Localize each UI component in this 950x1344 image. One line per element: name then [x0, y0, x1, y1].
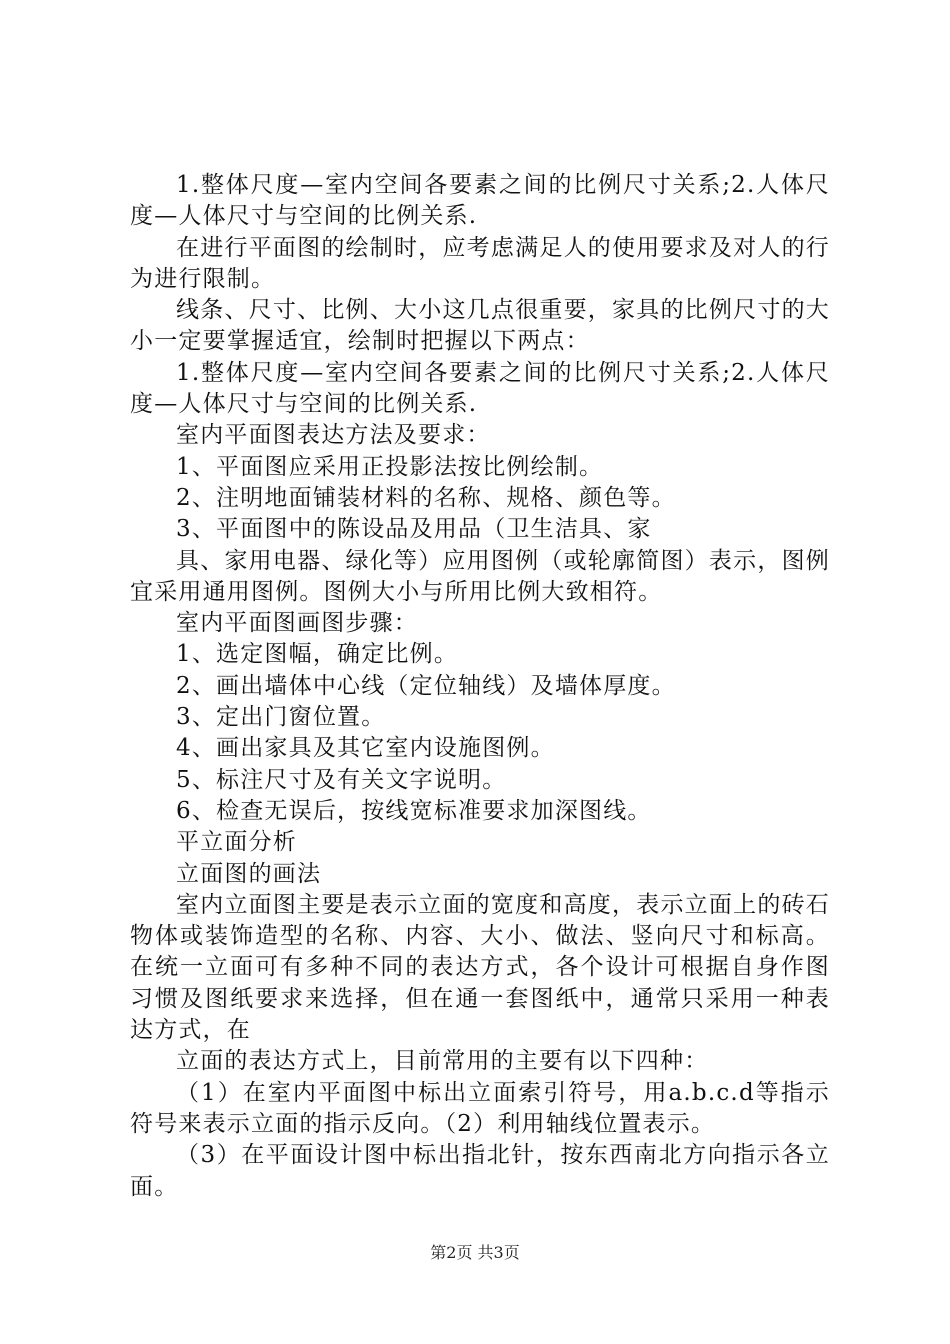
- paragraph: 2、注明地面铺装材料的名称、规格、颜色等。: [176, 484, 676, 511]
- paragraph: 1、选定图幅，确定比例。: [176, 641, 459, 668]
- paragraph: 在进行平面图的绘制时，应考虑满足人的使用要求及对人的行为进行限制。: [130, 234, 830, 292]
- paragraph: 室内平面图画图步骤：: [176, 610, 418, 637]
- paragraph: 4、画出家具及其它室内设施图例。: [176, 735, 555, 762]
- paragraph: 具、家用电器、绿化等）应用图例（或轮廓简图）表示，图例宜采用通用图例。图例大小与所用比例大致相符。: [130, 547, 830, 605]
- paragraph: 6、检查无误后，按线宽标准要求加深图线。: [176, 797, 652, 824]
- section-heading: 立面图的画法: [176, 860, 322, 887]
- paragraph: 3、定出门窗位置。: [176, 704, 386, 731]
- page-footer: [0, 1240, 950, 1263]
- paragraph: 1.整体尺度—室内空间各要素之间的比例尺寸关系;2.人体尺度—人体尺寸与空间的比例关系.: [130, 359, 830, 418]
- paragraph: （1）在室内平面图中标出立面索引符号，用a.b.c.d等指示符号来表示立面的指示反向。（2）利用轴线位置表示。: [130, 1079, 830, 1137]
- paragraph: 室内立面图主要是表示立面的宽度和高度，表示立面上的砖石物体或装饰造型的名称、内容、大小、做法、竖向尺寸和标高。在统一立面可有多种不同的表达方式，各个设计可根据自身作图习惯及图纸要求来选择，但在通一套图纸中，通常只采用一种表达方式，在: [130, 891, 830, 1044]
- page-number-label: 第2页 共3页: [430, 1243, 520, 1262]
- document-body: [130, 170, 830, 1203]
- paragraph: 1、平面图应采用正投影法按比例绘制。: [176, 453, 604, 480]
- paragraph: 1.整体尺度—室内空间各要素之间的比例尺寸关系;2.人体尺度—人体尺寸与空间的比例关系.: [130, 172, 830, 230]
- paragraph: 3、平面图中的陈设品及用品（卫生洁具、家: [176, 516, 652, 543]
- section-heading: 平立面分析: [176, 829, 297, 856]
- paragraph: 室内平面图表达方法及要求：: [176, 422, 491, 449]
- paragraph: 5、标注尺寸及有关文字说明。: [176, 766, 507, 793]
- paragraph: 线条、尺寸、比例、大小这几点很重要，家具的比例尺寸的大小一定要掌握适宜，绘制时把握以下两点：: [130, 297, 830, 355]
- paragraph: 2、画出墙体中心线（定位轴线）及墙体厚度。: [176, 672, 676, 699]
- paragraph: （3）在平面设计图中标出指北针，按东西南北方向指示各立面。: [130, 1142, 830, 1200]
- paragraph: 立面的表达方式上，目前常用的主要有以下四种：: [176, 1048, 709, 1075]
